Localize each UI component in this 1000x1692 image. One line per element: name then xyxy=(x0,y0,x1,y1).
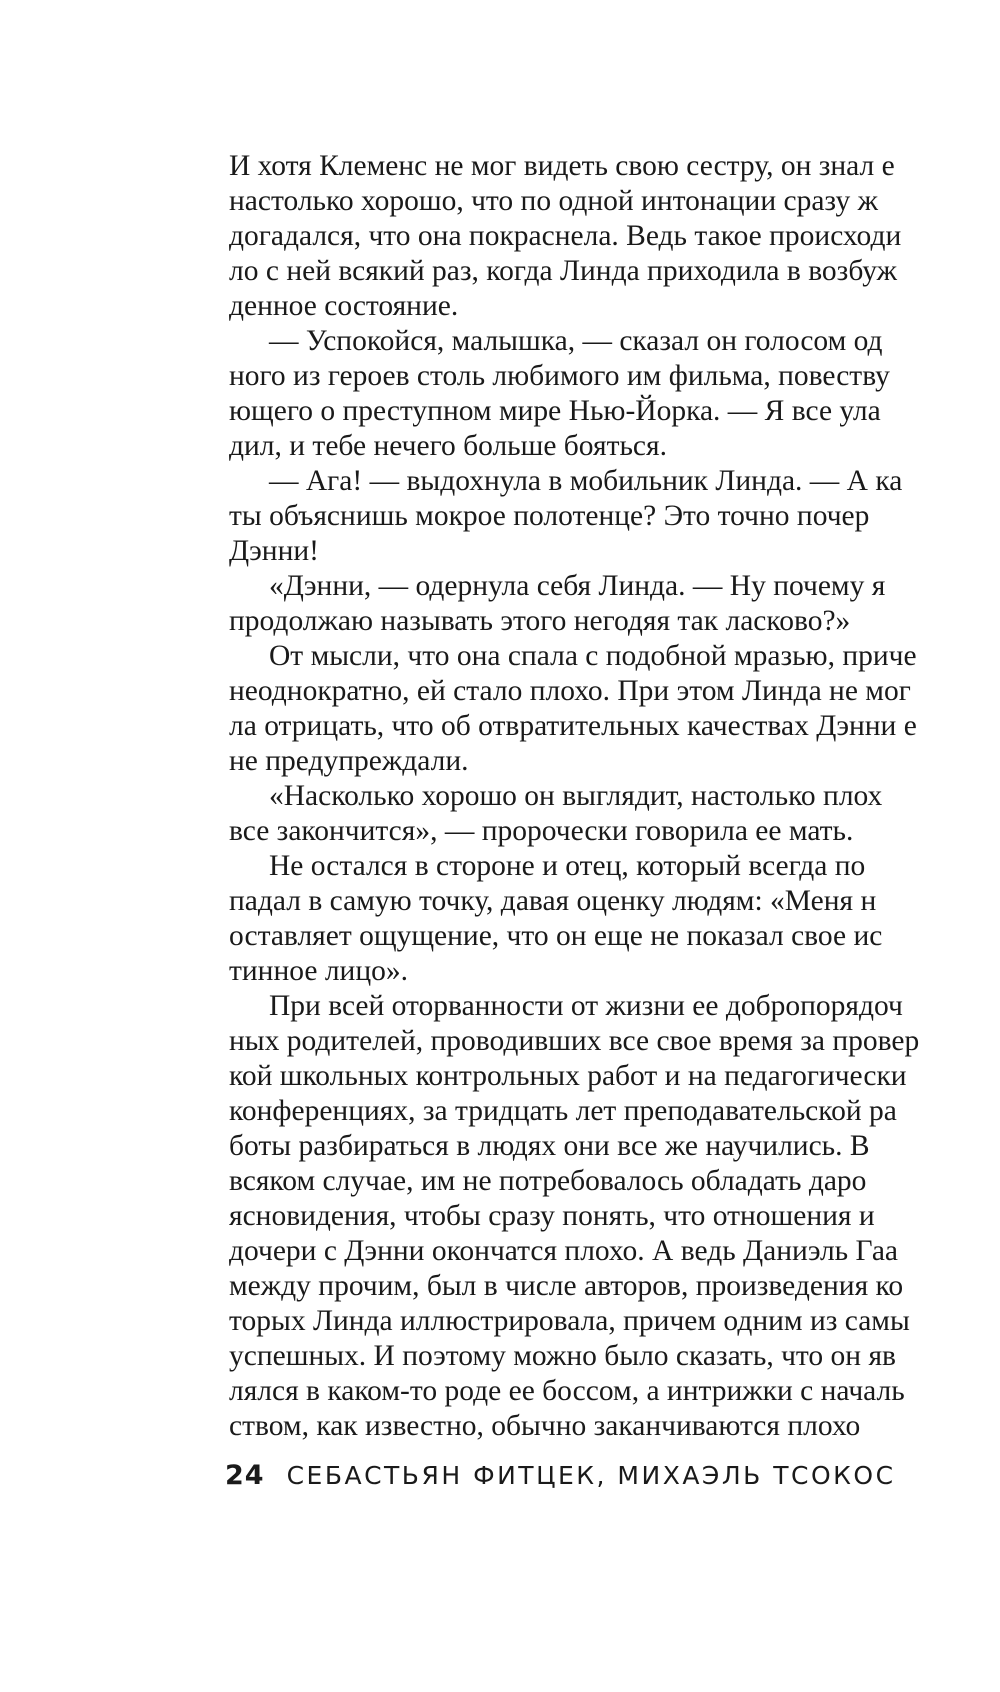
text-line: все закончится», — пророчески говорила ее мать. xyxy=(229,815,854,847)
text-line: И хотя Клеменс не мог видеть свою сестру, он знал е xyxy=(229,150,895,182)
text-line: От мысли, что она спала с подобной мразью, приче xyxy=(269,640,917,672)
text-line: дил, и тебе нечего больше бояться. xyxy=(229,430,667,462)
text-line: не предупреждали. xyxy=(229,745,469,777)
text-line: дочери с Дэнни окончатся плохо. А ведь Даниэль Гаа xyxy=(229,1235,899,1267)
text-line: ющего о преступном мире Нью-Йорка. — Я все ула xyxy=(229,395,881,427)
text-line: ных родителей, проводивших все свое время за провер xyxy=(229,1025,920,1057)
text-line: ясновидения, чтобы сразу понять, что отношения и xyxy=(229,1200,875,1232)
text-line: Не остался в стороне и отец, который всегда по xyxy=(269,850,866,882)
text-line: ного из героев столь любимого им фильма, повеству xyxy=(229,360,890,392)
text-line: ло с ней всякий раз, когда Линда приходила в возбуж xyxy=(229,255,897,287)
text-line: продолжаю называть этого негодяя так ласково?» xyxy=(229,605,851,637)
text-line: настолько хорошо, что по одной интонации сразу ж xyxy=(229,185,878,217)
text-line: конференциях, за тридцать лет преподавательской ра xyxy=(229,1095,897,1127)
text-line: «Дэнни, — одернула себя Линда. — Ну почему я xyxy=(269,570,886,602)
text-line: лялся в каком-то роде ее боссом, а интрижки с началь xyxy=(229,1375,905,1407)
text-line: неоднократно, ей стало плохо. При этом Линда не мог xyxy=(229,675,911,707)
text-line: боты разбираться в людях они все же научились. В xyxy=(229,1130,870,1162)
running-head: СЕБАСТЬЯН ФИТЦЕК, МИХАЭЛЬ ТСОКОС xyxy=(286,1461,896,1490)
text-line: При всей оторванности от жизни ее добропорядоч xyxy=(269,990,903,1022)
text-line: — Успокойся, малышка, — сказал он голосом од xyxy=(269,325,883,357)
text-line: тинное лицо». xyxy=(229,955,409,987)
text-line: ты объяснишь мокрое полотенце? Это точно почер xyxy=(229,500,870,532)
text-line: догадался, что она покраснела. Ведь такое происходи xyxy=(229,220,902,252)
text-line: кой школьных контрольных работ и на педагогически xyxy=(229,1060,907,1092)
text-line: торых Линда иллюстрировала, причем одним из самы xyxy=(229,1305,910,1337)
page-number: 24 xyxy=(225,1460,265,1491)
text-line: Дэнни! xyxy=(229,535,319,567)
text-line: «Насколько хорошо он выглядит, настолько плох xyxy=(269,780,883,812)
text-line: ла отрицать, что об отвратительных качествах Дэнни е xyxy=(229,710,917,742)
text-line: всяком случае, им не потребовалось обладать даро xyxy=(229,1165,867,1197)
text-line: ством, как известно, обычно заканчиваются плохо xyxy=(229,1410,861,1442)
body-text xyxy=(229,150,994,1470)
text-line: падал в самую точку, давая оценку людям: «Меня н xyxy=(229,885,877,917)
page-footer xyxy=(225,1460,896,1500)
text-line: успешных. И поэтому можно было сказать, что он яв xyxy=(229,1340,896,1372)
text-line: — Ага! — выдохнула в мобильник Линда. — А ка xyxy=(269,465,903,497)
text-line: между прочим, был в числе авторов, произведения ко xyxy=(229,1270,904,1302)
text-line: денное состояние. xyxy=(229,290,459,322)
text-line: оставляет ощущение, что он еще не показал свое ис xyxy=(229,920,883,952)
